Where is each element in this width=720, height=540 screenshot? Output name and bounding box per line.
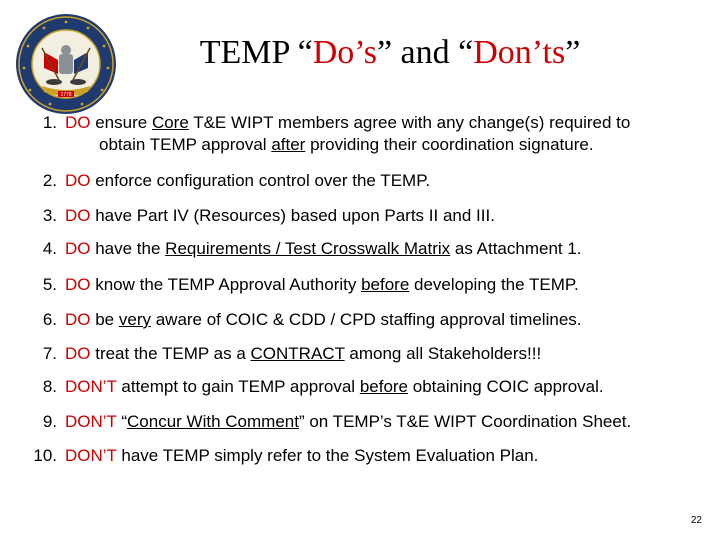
item-text (65, 274, 579, 296)
item-underlined: Requirements / Test Crosswalk Matrix (165, 239, 451, 258)
item-number: 5. (42, 275, 57, 294)
item-number: 4. (42, 239, 57, 258)
item-segment: providing their coordination signature. (305, 135, 594, 154)
item-underlined: before (361, 275, 410, 294)
item-text-line-2 (99, 134, 594, 156)
army-seal-logo (14, 12, 118, 116)
item-text (65, 376, 604, 398)
item-keyword: DO (65, 310, 91, 329)
item-text (65, 411, 631, 433)
item-segment: “ (116, 412, 128, 431)
item-segment: ” on TEMP’s T&E WIPT Coordination Sheet. (298, 412, 632, 431)
item-segment: attempt to gain TEMP approval (116, 377, 360, 396)
item-segment: developing the TEMP. (409, 275, 579, 294)
item-number: 1. (42, 113, 57, 132)
item-underlined: CONTRACT (250, 344, 345, 363)
seal-year: 1778 (60, 92, 72, 98)
item-number: 9. (42, 412, 57, 431)
page-title (120, 34, 660, 72)
title-part-1: TEMP “ (199, 34, 313, 71)
item-number: 3. (42, 206, 57, 225)
item-keyword: DON’T (65, 412, 117, 431)
title-part-2: ” and “ (376, 34, 474, 71)
item-underlined: very (118, 310, 151, 329)
item-segment: have TEMP simply refer to the System Evaluation Plan. (116, 446, 539, 465)
title-donts: Don’ts (473, 34, 566, 71)
title-dos: Do’s (312, 34, 377, 71)
item-segment: enforce configuration control over the TEMP. (90, 171, 431, 190)
item-number: 2. (42, 171, 57, 190)
item-underlined: before (359, 377, 409, 396)
item-text (65, 343, 541, 365)
item-keyword: DON’T (65, 446, 117, 465)
item-segment: ensure (90, 113, 152, 132)
item-keyword: DO (65, 344, 91, 363)
item-underlined: Concur With Comment (127, 412, 299, 431)
item-segment: among all Stakeholders!!! (344, 344, 542, 363)
item-underlined: after (271, 135, 306, 154)
item-keyword: DO (65, 171, 91, 190)
item-segment: be (90, 310, 119, 329)
item-text (65, 238, 582, 260)
item-keyword: DO (65, 275, 91, 294)
item-number: 10. (33, 446, 57, 465)
item-segment: treat the TEMP as a (90, 344, 251, 363)
item-number: 6. (42, 310, 57, 329)
item-keyword: DO (65, 113, 91, 132)
item-segment: aware of COIC & CDD / CPD staffing approval timelines. (150, 310, 582, 329)
item-text (65, 445, 538, 467)
item-segment: obtaining COIC approval. (408, 377, 604, 396)
item-keyword: DO (65, 206, 91, 225)
item-number: 7. (42, 344, 57, 363)
item-segment: obtain TEMP approval (99, 135, 272, 154)
item-segment: know the TEMP Approval Authority (90, 275, 362, 294)
title-part-3: ” (565, 34, 581, 71)
item-text (65, 205, 495, 227)
item-segment: as Attachment 1. (450, 239, 582, 258)
item-segment: T&E WIPT members agree with any change(s) required to (188, 113, 631, 132)
item-segment: have Part IV (Resources) based upon Parts II and III. (90, 206, 495, 225)
item-text (65, 309, 582, 331)
item-underlined: Core (151, 113, 189, 132)
item-keyword: DO (65, 239, 91, 258)
item-text (65, 112, 630, 134)
item-text (65, 170, 430, 192)
item-number: 8. (42, 377, 57, 396)
item-keyword: DON’T (65, 377, 117, 396)
item-segment: have the (90, 239, 166, 258)
page-number: 22 (690, 515, 702, 526)
